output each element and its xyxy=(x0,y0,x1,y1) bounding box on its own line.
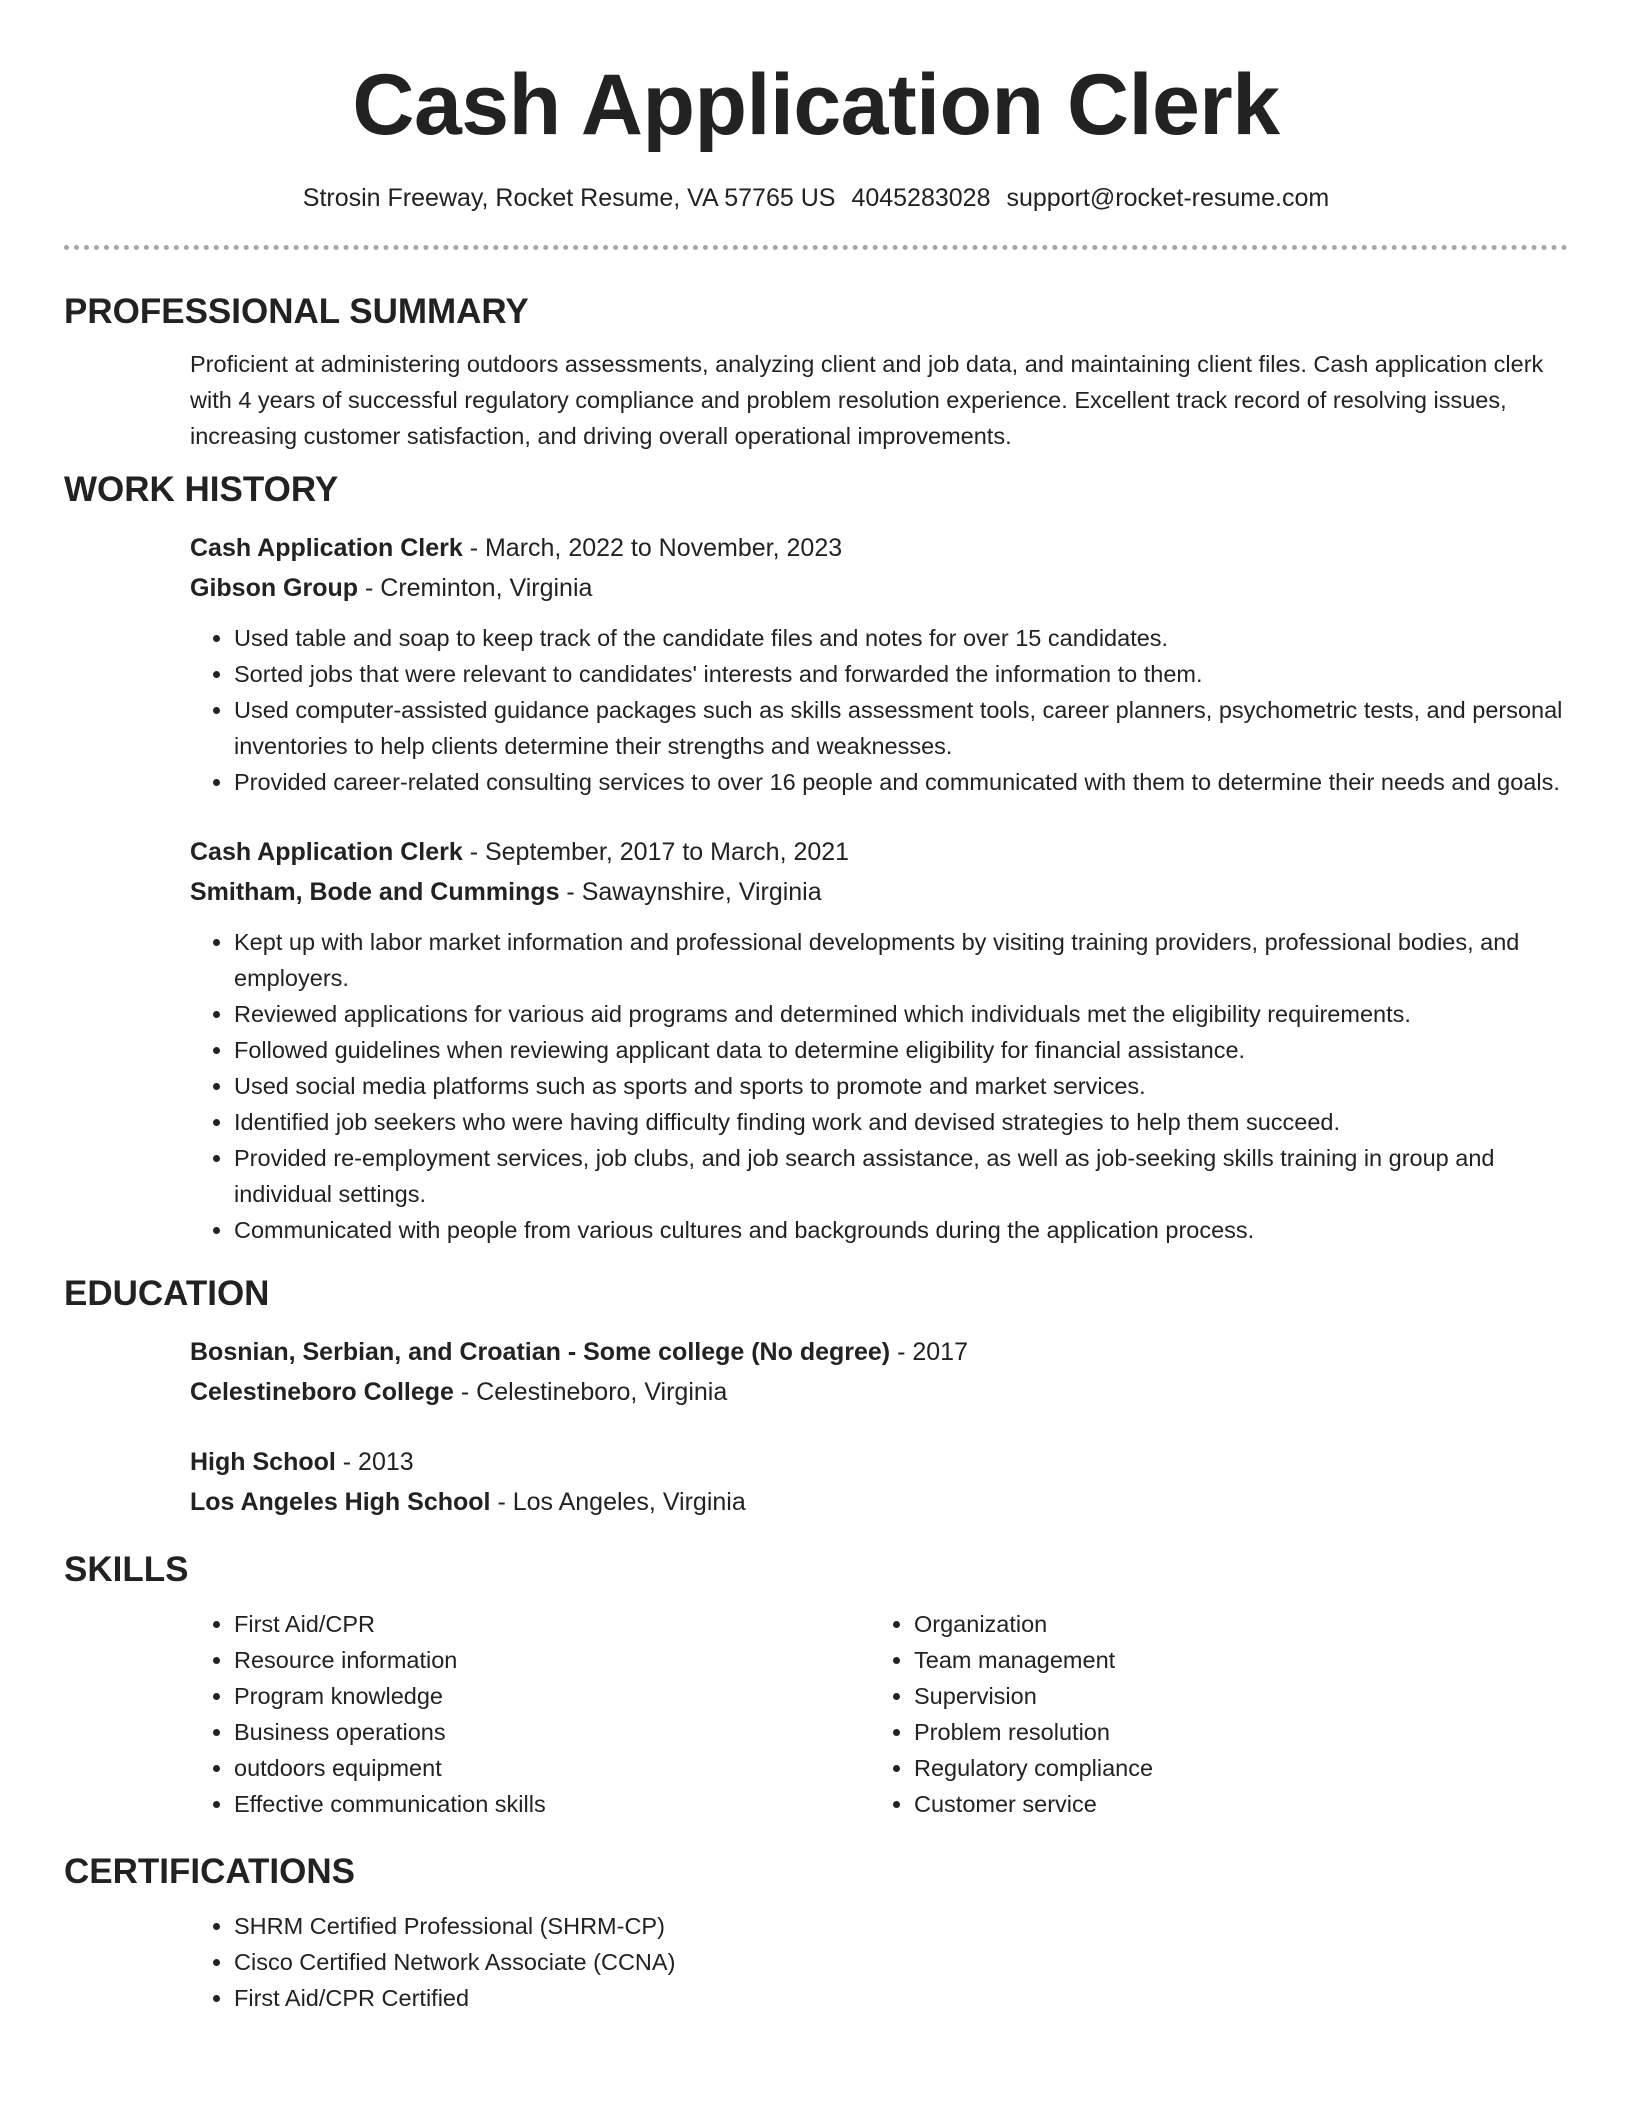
list-item: • First Aid/CPR xyxy=(234,1606,870,1642)
skills-list xyxy=(190,1606,870,1822)
list-item: • Supervision xyxy=(914,1678,1550,1714)
list-item: • Followed guidelines when reviewing applicant data to determine eligibility for financial assistance. xyxy=(234,1032,1568,1068)
certifications-heading: CERTIFICATIONS xyxy=(64,1852,356,1891)
job-role: Cash Application Clerk xyxy=(190,534,463,562)
list-item: • First Aid/CPR Certified xyxy=(234,1980,1568,2016)
contact-line xyxy=(64,181,1568,215)
certifications-section xyxy=(190,1908,1568,2016)
job-company: Gibson Group xyxy=(190,574,359,602)
header-divider xyxy=(64,245,1568,250)
job-title-line xyxy=(190,528,1568,568)
list-item: • Provided career-related consulting services to over 16 people and communicated with them to determine their needs and goals. xyxy=(234,764,1568,800)
summary-text: Proficient at administering outdoors assessments, analyzing client and job data, and maintaining client files. Cash application clerk with 4 years of successful regulatory compliance and problem resolution experience. Excellent track record of resolving issues, increasing customer satisfaction, and driving overall operational improvements. xyxy=(190,351,1544,449)
list-item: • outdoors equipment xyxy=(234,1750,870,1786)
school-line xyxy=(190,1372,1568,1412)
certifications-list xyxy=(190,1908,1568,2016)
list-item: • Provided re-employment services, job clubs, and job search assistance, as well as job-seeking skills training in group and individual settings. xyxy=(234,1140,1568,1212)
skills-section xyxy=(190,1606,1568,1822)
job-dates: - March, 2022 to November, 2023 xyxy=(462,534,843,562)
candidate-name: Cash Application Clerk xyxy=(352,57,1280,153)
work-history-heading: WORK HISTORY xyxy=(64,470,339,509)
school-location: - Los Angeles, Virginia xyxy=(490,1488,746,1516)
list-item: • Used table and soap to keep track of the candidate files and notes for over 15 candidates. xyxy=(234,620,1568,656)
phone-text: 4045283028 xyxy=(851,184,991,212)
school-name: Los Angeles High School xyxy=(190,1488,491,1516)
list-item: • Cisco Certified Network Associate (CCNA) xyxy=(234,1944,1568,1980)
address-text: Strosin Freeway, Rocket Resume, VA 57765 US xyxy=(302,184,836,212)
job-company-line xyxy=(190,872,1568,912)
degree-line xyxy=(190,1332,1568,1372)
email-text: support@rocket-resume.com xyxy=(1006,184,1330,212)
education-entry xyxy=(190,1442,1568,1522)
job-company: Smitham, Bode and Cummings xyxy=(190,878,560,906)
list-item: • Used computer-assisted guidance packages such as skills assessment tools, career planners, psychometric tests, and personal inventories to help clients determine their strengths and weaknesses. xyxy=(234,692,1568,764)
list-item: • Effective communication skills xyxy=(234,1786,870,1822)
list-item: • Business operations xyxy=(234,1714,870,1750)
list-item: • Customer service xyxy=(914,1786,1550,1822)
degree-year: - 2017 xyxy=(890,1338,968,1366)
degree-name: Bosnian, Serbian, and Croatian - Some college (No degree) xyxy=(190,1338,891,1366)
degree-line xyxy=(190,1442,1568,1482)
job-location: - Sawaynshire, Virginia xyxy=(559,878,822,906)
degree-name: High School xyxy=(190,1448,336,1476)
list-item: • Organization xyxy=(914,1606,1550,1642)
list-item: • SHRM Certified Professional (SHRM-CP) xyxy=(234,1908,1568,1944)
summary-heading: PROFESSIONAL SUMMARY xyxy=(64,292,529,331)
job-location: - Creminton, Virginia xyxy=(358,574,593,602)
school-line xyxy=(190,1482,1568,1522)
job-bullets xyxy=(190,620,1568,800)
list-item: • Regulatory compliance xyxy=(914,1750,1550,1786)
job-title-line xyxy=(190,832,1568,872)
skills-list xyxy=(870,1606,1550,1822)
list-item: • Communicated with people from various cultures and backgrounds during the application process. xyxy=(234,1212,1568,1248)
list-item: • Problem resolution xyxy=(914,1714,1550,1750)
list-item: • Resource information xyxy=(234,1642,870,1678)
summary-section xyxy=(190,346,1568,454)
job-entry xyxy=(190,528,1568,800)
school-location: - Celestineboro, Virginia xyxy=(453,1378,728,1406)
list-item: • Kept up with labor market information and professional developments by visiting training providers, professional bodies, and employers. xyxy=(234,924,1568,996)
skills-column-left xyxy=(190,1606,870,1822)
school-name: Celestineboro College xyxy=(190,1378,454,1406)
list-item: • Team management xyxy=(914,1642,1550,1678)
skills-column-right xyxy=(870,1606,1550,1822)
job-entry xyxy=(190,832,1568,1248)
degree-year: - 2013 xyxy=(335,1448,414,1476)
list-item: • Reviewed applications for various aid programs and determined which individuals met the eligibility requirements. xyxy=(234,996,1568,1032)
list-item: • Used social media platforms such as sports and sports to promote and market services. xyxy=(234,1068,1568,1104)
education-heading: EDUCATION xyxy=(64,1274,270,1313)
list-item: • Sorted jobs that were relevant to candidates' interests and forwarded the information to them. xyxy=(234,656,1568,692)
job-role: Cash Application Clerk xyxy=(190,838,463,866)
list-item: • Program knowledge xyxy=(234,1678,870,1714)
job-dates: - September, 2017 to March, 2021 xyxy=(462,838,850,866)
skills-heading: SKILLS xyxy=(64,1550,189,1589)
job-bullets xyxy=(190,924,1568,1248)
job-company-line xyxy=(190,568,1568,608)
list-item: • Identified job seekers who were having difficulty finding work and devised strategies to help them succeed. xyxy=(234,1104,1568,1140)
education-entry xyxy=(190,1332,1568,1412)
